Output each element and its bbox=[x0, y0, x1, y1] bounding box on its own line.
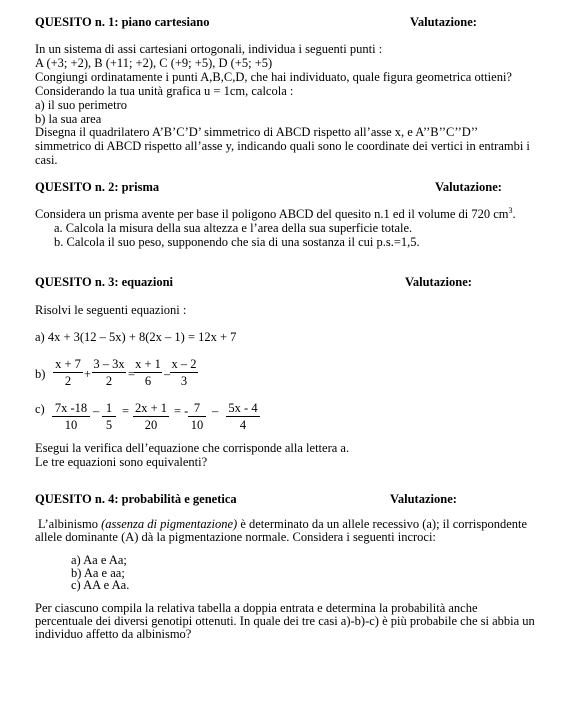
fraction: $\frac{2x + 1}{20}$ bbox=[134, 401, 168, 432]
operator: = - bbox=[174, 404, 189, 418]
q2-item: a. Calcola la misura della sua altezza e l’area della sua superficie totale. bbox=[54, 221, 413, 235]
q3-outro-line: Esegui la verifica dell’equazione che corrisponde alla lettera a. bbox=[35, 441, 350, 455]
q3-intro: Risolvi le seguenti equazioni : bbox=[35, 303, 187, 317]
q1-grade-label: Valutazione: bbox=[410, 15, 477, 29]
q4-intro: L’albinismo (assenza di pigmentazione) è determinato da un allele recessivo (a); il corrispondente bbox=[38, 517, 528, 531]
operator: = bbox=[122, 404, 130, 418]
q1-line: simmetrico di ABCD rispetto all’asse y, indicando quali sono le coordinate dei vertici in entrambi i bbox=[35, 139, 530, 153]
q1-line: casi. bbox=[35, 153, 58, 167]
q2-item: b. Calcola il suo peso, supponendo che sia di una sostanza il cui p.s.=1,5. bbox=[54, 235, 420, 249]
fraction: $\frac{1}{5}$ bbox=[102, 401, 116, 433]
q1-line: b) la sua area bbox=[35, 112, 102, 126]
q4-title: QUESITO n. 4: probabilità e genetica bbox=[35, 492, 237, 506]
fraction: $\frac{7}{10}$ bbox=[188, 401, 206, 433]
q4-cross: c) AA e Aa. bbox=[71, 578, 130, 592]
q3-outro-line: Le tre equazioni sono equivalenti? bbox=[35, 455, 208, 469]
operator: + bbox=[84, 367, 92, 381]
operator: – bbox=[164, 367, 171, 381]
operator: = bbox=[128, 367, 136, 381]
q1-line: Disegna il quadrilatero A’B’C’D’ simmetrico di ABCD rispetto all’asse x, e A’’B’’C’’D’’ bbox=[35, 125, 479, 139]
q1-line: In un sistema di assi cartesiani ortogonali, individua i seguenti punti : bbox=[35, 42, 383, 56]
q2-intro: Considera un prisma avente per base il poligono ABCD del quesito n.1 ed il volume di 720 $cm^3$. bbox=[35, 206, 516, 221]
q4-cross: a) Aa e Aa; bbox=[71, 553, 127, 567]
equation-c-label: c) bbox=[35, 402, 45, 416]
equation-b-label: b) bbox=[35, 367, 46, 381]
operator: – bbox=[93, 404, 100, 418]
q3-grade-label: Valutazione: bbox=[405, 275, 472, 289]
q4-grade-label: Valutazione: bbox=[390, 492, 457, 506]
q1-line: Considerando la tua unità grafica u = 1cm, calcola : bbox=[35, 84, 294, 98]
q2-title: QUESITO n. 2: prisma bbox=[35, 180, 160, 194]
q4-outro-line: individuo affetto da albinismo? bbox=[35, 627, 192, 641]
fraction: $\frac{7x -18}{10}$ bbox=[52, 401, 90, 433]
q4-cross: b) Aa e aa; bbox=[71, 566, 125, 580]
equation-a: a) 4x + 3(12 – 5x) + 8(2x – 1) = 12x + 7 bbox=[35, 330, 237, 344]
fraction: $\frac{x - 2}{3}$ bbox=[171, 357, 197, 388]
q1-line: Congiungi ordinatamente i punti A,B,C,D, che hai individuato, quale figura geometrica ottieni? bbox=[35, 70, 512, 84]
q1-line: a) il suo perimetro bbox=[35, 98, 127, 112]
q4-intro-line2: allele dominante (A) dà la pigmentazione normale. Considera i seguenti incroci: bbox=[35, 530, 436, 544]
q4-outro-line: Per ciascuno compila la relativa tabella a doppia entrata e determina la probabilità anche bbox=[35, 601, 478, 615]
q1-title: QUESITO n. 1: piano cartesiano bbox=[35, 15, 210, 29]
fraction: $\frac{3 - 3x}{2}$ bbox=[93, 357, 125, 388]
fraction: $\frac{5x - 4}{4}$ bbox=[226, 401, 260, 433]
q1-line: A (+3; +2), B (+11; +2), C (+9; +5), D (+5; +5) bbox=[35, 56, 273, 70]
q2-grade-label: Valutazione: bbox=[435, 180, 502, 194]
fraction: $\frac{x + 1}{6}$ bbox=[135, 357, 161, 388]
q3-title: QUESITO n. 3: equazioni bbox=[35, 275, 174, 289]
operator: – bbox=[212, 404, 219, 418]
q4-outro-line: percentuale dei diversi genotipi ottenuti. In quale dei tre casi a)-b)-c) è più probabile che si abbia un bbox=[35, 614, 535, 628]
fraction: $\frac{x + 7}{2}$ bbox=[53, 357, 83, 389]
